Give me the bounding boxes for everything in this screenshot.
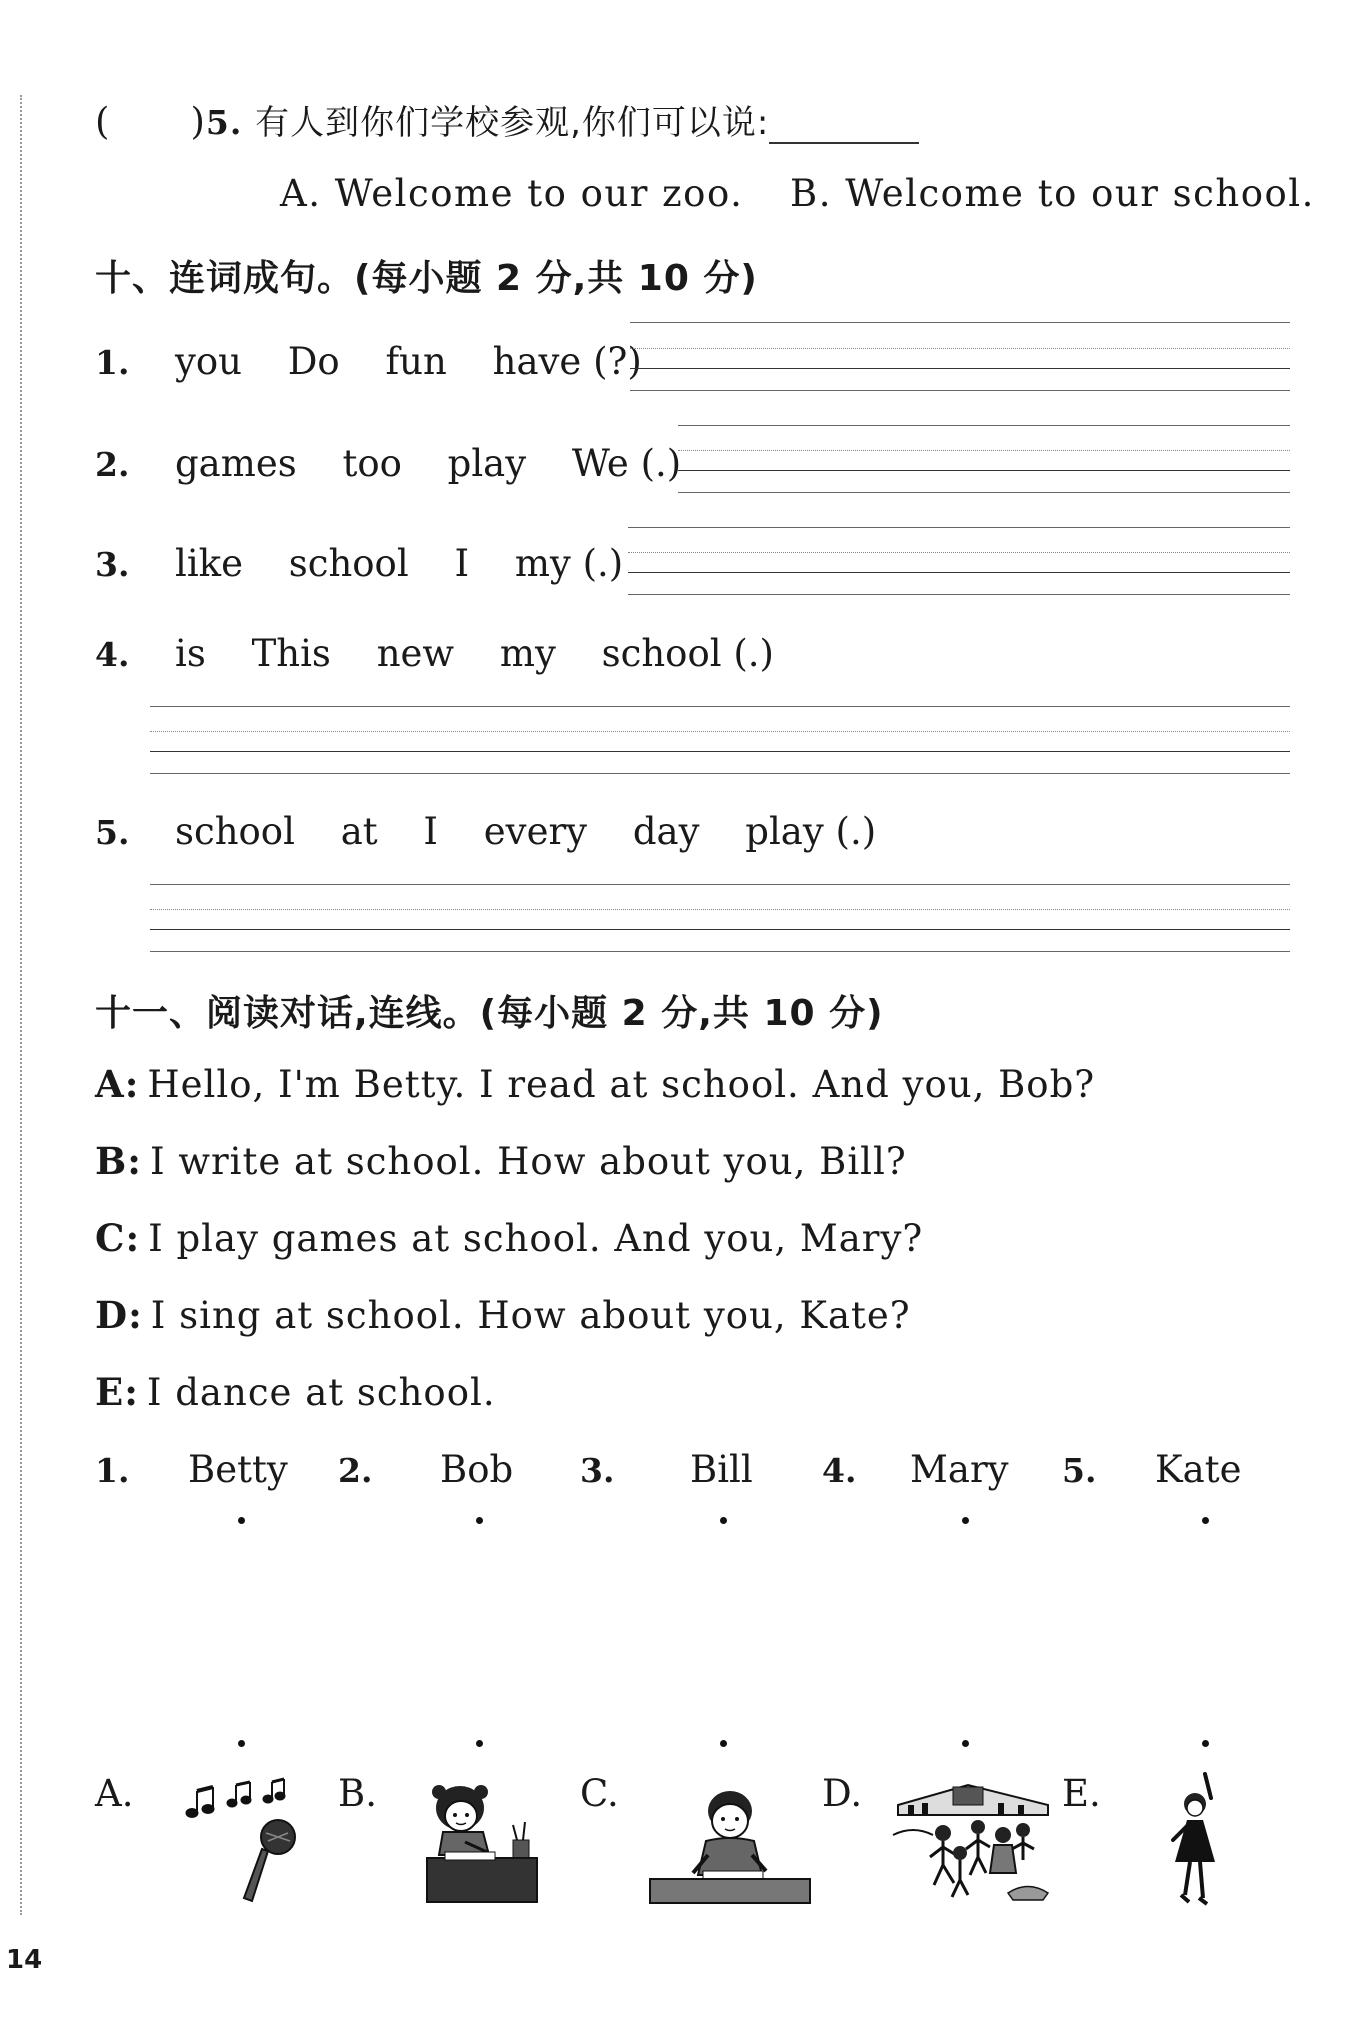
dialogue-line-e bbox=[95, 1370, 496, 1414]
match-dot-name-1[interactable] bbox=[238, 1517, 245, 1524]
speaker-label: E: bbox=[95, 1370, 139, 1414]
word: like bbox=[174, 542, 243, 585]
section-11-title: 十一、阅读对话,连线。(每小题 2 分,共 10 分) bbox=[95, 993, 884, 1034]
match-dot-picture-a[interactable] bbox=[238, 1740, 245, 1747]
match-dot-name-4[interactable] bbox=[962, 1517, 969, 1524]
word: you bbox=[174, 340, 242, 383]
word-order-item-4 bbox=[95, 632, 774, 675]
microphone-music-icon bbox=[180, 1775, 315, 1905]
writing-line bbox=[678, 425, 1290, 426]
word: every bbox=[483, 810, 588, 853]
picture-label-c: C. bbox=[580, 1772, 619, 1815]
item-number: 5. bbox=[95, 813, 130, 852]
section-10-title: 十、连词成句。(每小题 2 分,共 10 分) bbox=[95, 258, 758, 299]
writing-line bbox=[150, 951, 1290, 952]
match-dot-picture-b[interactable] bbox=[476, 1740, 483, 1747]
writing-line bbox=[630, 390, 1290, 391]
writing-line bbox=[150, 731, 1290, 732]
word: school bbox=[288, 542, 409, 585]
punctuation-hint: (.) bbox=[640, 442, 682, 485]
match-dot-name-2[interactable] bbox=[476, 1517, 483, 1524]
name-mary: Mary bbox=[910, 1448, 1009, 1491]
writing-line bbox=[150, 929, 1290, 930]
word: This bbox=[251, 632, 331, 675]
dialogue-line-a bbox=[95, 1062, 1095, 1106]
name-bob: Bob bbox=[440, 1448, 514, 1491]
word: day bbox=[632, 810, 700, 853]
speaker-label: D: bbox=[95, 1293, 143, 1337]
dialogue-line-d bbox=[95, 1293, 911, 1337]
name-number-1 bbox=[95, 1448, 129, 1491]
answer-paren-close: ) bbox=[190, 100, 206, 143]
item-number: 3. bbox=[580, 1451, 615, 1490]
writing-line bbox=[150, 773, 1290, 774]
word: too bbox=[342, 442, 402, 485]
match-dot-picture-e[interactable] bbox=[1202, 1740, 1209, 1747]
dialogue-text: I play games at school. And you, Mary? bbox=[148, 1217, 924, 1260]
writing-line bbox=[678, 450, 1290, 451]
binding-margin-rule bbox=[20, 95, 22, 1915]
item-number: 2. bbox=[338, 1451, 373, 1490]
punctuation-hint: (.) bbox=[835, 810, 877, 853]
item-number: 4. bbox=[95, 635, 130, 674]
writing-line bbox=[628, 527, 1290, 528]
word: fun bbox=[385, 340, 447, 383]
writing-line bbox=[630, 348, 1290, 349]
speaker-label: B: bbox=[95, 1139, 142, 1183]
dialogue-text: Hello, I'm Betty. I read at school. And you, Bob? bbox=[147, 1063, 1096, 1106]
dialogue-text: I dance at school. bbox=[146, 1371, 496, 1414]
writing-line bbox=[150, 909, 1290, 910]
item-number: 5. bbox=[1062, 1451, 1097, 1490]
item-number: 1. bbox=[95, 343, 130, 382]
item-number: 1. bbox=[95, 1451, 130, 1490]
picture-label-a: A. bbox=[95, 1772, 134, 1815]
word-order-item-5 bbox=[95, 810, 876, 853]
writing-line bbox=[628, 594, 1290, 595]
match-dot-picture-d[interactable] bbox=[962, 1740, 969, 1747]
dialogue-text: I sing at school. How about you, Kate? bbox=[150, 1294, 911, 1337]
dialogue-text: I write at school. How about you, Bill? bbox=[149, 1140, 907, 1183]
page-number: 14 bbox=[6, 1945, 43, 1975]
writing-line bbox=[630, 322, 1290, 323]
word: play bbox=[447, 442, 527, 485]
writing-line bbox=[630, 368, 1290, 369]
word: I bbox=[423, 810, 439, 853]
word-order-item-2 bbox=[95, 442, 681, 485]
writing-line bbox=[678, 492, 1290, 493]
name-betty: Betty bbox=[188, 1448, 288, 1491]
girl-dancing-icon bbox=[1165, 1770, 1225, 1910]
name-number-5 bbox=[1062, 1448, 1096, 1491]
speaker-label: C: bbox=[95, 1216, 141, 1260]
word: my bbox=[514, 542, 571, 585]
match-dot-name-3[interactable] bbox=[720, 1517, 727, 1524]
word: at bbox=[340, 810, 378, 853]
dialogue-line-c bbox=[95, 1216, 923, 1260]
word: school bbox=[174, 810, 295, 853]
word: school bbox=[601, 632, 722, 675]
match-dot-picture-c[interactable] bbox=[720, 1740, 727, 1747]
speaker-label: A: bbox=[95, 1062, 140, 1106]
fill-blank-line[interactable] bbox=[769, 112, 919, 144]
punctuation-hint: (.) bbox=[733, 632, 774, 675]
word-order-item-3 bbox=[95, 542, 623, 585]
item-number: 2. bbox=[95, 445, 130, 484]
writing-line bbox=[628, 552, 1290, 553]
option-b: B. Welcome to our school. bbox=[790, 172, 1315, 215]
question-5 bbox=[95, 95, 919, 144]
question-number: 5. bbox=[205, 103, 243, 142]
boy-reading-icon bbox=[648, 1785, 813, 1905]
word: play bbox=[745, 810, 824, 853]
picture-label-b: B. bbox=[338, 1772, 377, 1815]
word: Do bbox=[287, 340, 340, 383]
girl-writing-icon bbox=[425, 1780, 540, 1905]
writing-line bbox=[150, 706, 1290, 707]
picture-label-e: E. bbox=[1062, 1772, 1101, 1815]
answer-paren-open: ( bbox=[95, 100, 111, 143]
writing-line bbox=[150, 751, 1290, 752]
name-number-4 bbox=[822, 1448, 856, 1491]
name-kate: Kate bbox=[1155, 1448, 1242, 1491]
children-playing-games-icon bbox=[888, 1775, 1058, 1910]
word: We bbox=[571, 442, 629, 485]
writing-line bbox=[678, 470, 1290, 471]
question-text: 有人到你们学校参观,你们可以说: bbox=[255, 103, 770, 143]
word: games bbox=[174, 442, 297, 485]
punctuation-hint: (?) bbox=[593, 340, 642, 383]
writing-line bbox=[150, 884, 1290, 885]
name-number-3 bbox=[580, 1448, 614, 1491]
picture-label-d: D. bbox=[822, 1772, 863, 1815]
option-a: A. Welcome to our zoo. bbox=[280, 172, 744, 215]
writing-line bbox=[628, 572, 1290, 573]
word: have bbox=[492, 340, 582, 383]
word: my bbox=[499, 632, 556, 675]
word: new bbox=[376, 632, 455, 675]
punctuation-hint: (.) bbox=[582, 542, 624, 585]
name-bill: Bill bbox=[690, 1448, 753, 1491]
match-dot-name-5[interactable] bbox=[1202, 1517, 1209, 1524]
item-number: 4. bbox=[822, 1451, 857, 1490]
word: I bbox=[454, 542, 470, 585]
item-number: 3. bbox=[95, 545, 130, 584]
name-number-2 bbox=[338, 1448, 372, 1491]
dialogue-line-b bbox=[95, 1139, 907, 1183]
word: is bbox=[174, 632, 206, 675]
word-order-item-1 bbox=[95, 340, 642, 383]
